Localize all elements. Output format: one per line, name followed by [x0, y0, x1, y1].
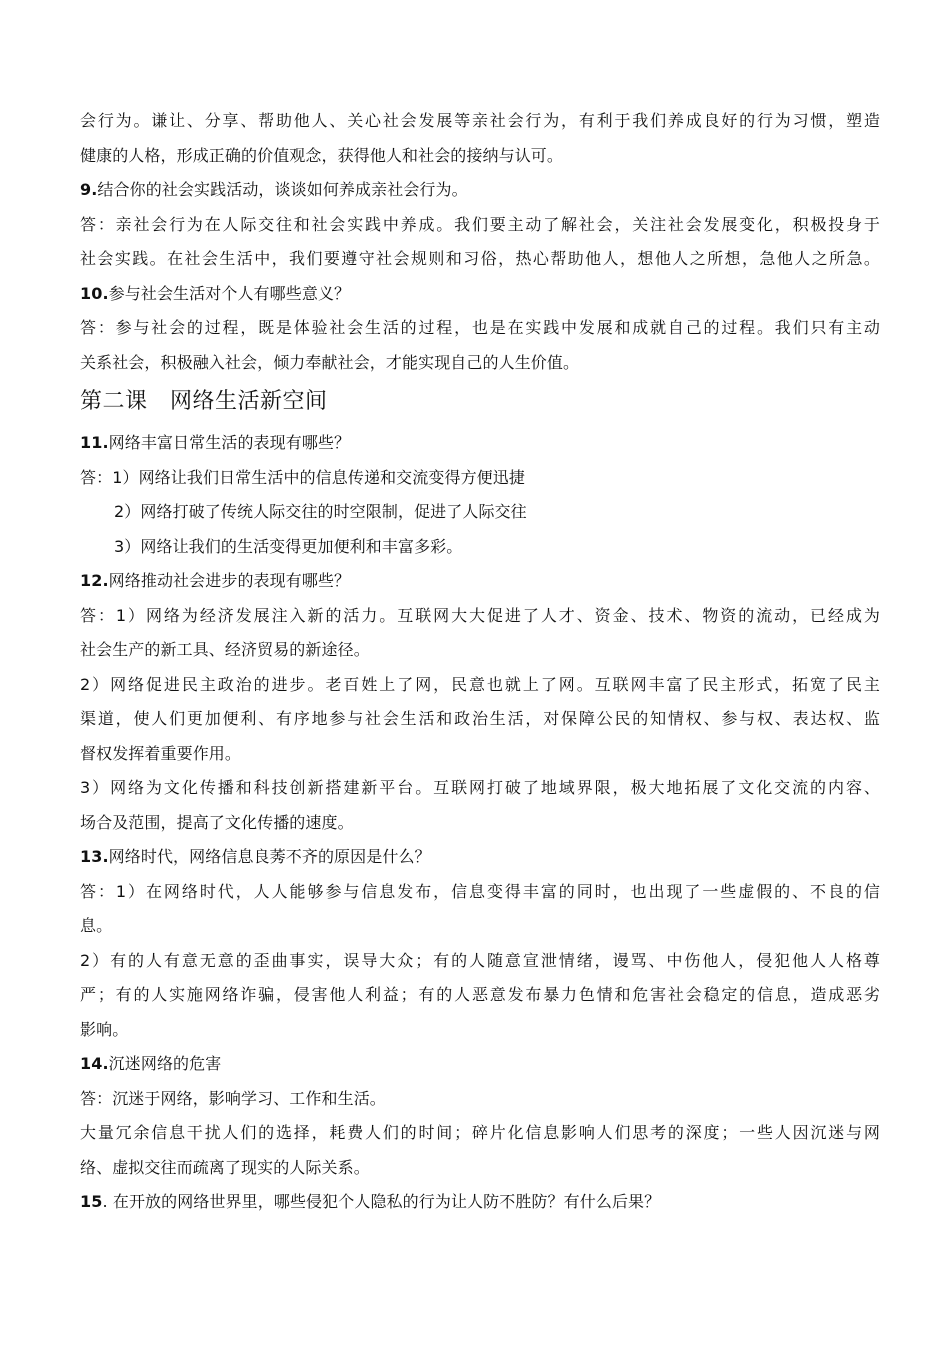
- answer-line: 答：1）网络为经济发展注入新的活力。互联网大大促进了人才、资金、技术、物资的流动，已经成为: [80, 605, 880, 625]
- answer-line: 3）网络为文化传播和科技创新搭建新平台。互联网打破了地域界限，极大地拓展了文化交流的内容、: [80, 778, 880, 797]
- answer-line: 督权发挥着重要作用。: [80, 743, 242, 763]
- answer-line: 社会生产的新工具、经济贸易的新途径。: [80, 640, 370, 659]
- question-number: 9.: [80, 180, 98, 199]
- answer-line: 关系社会，积极融入社会，倾力奉献社会，才能实现自己的人生价值。: [80, 352, 580, 372]
- answer-line: 2）有的人有意无意的歪曲事实，误导大众；有的人随意宣泄情绪，谩骂、中伤他人，侵犯他人人格尊: [80, 950, 880, 970]
- answer-line: 社会实践。在社会生活中，我们要遵守社会规则和习俗，热心帮助他人，想他人之所想，急他人之所急。: [80, 249, 880, 268]
- answer-line: 答：1）在网络时代，人人能够参与信息发布，信息变得丰富的同时，也出现了一些虚假的、不良的信: [80, 881, 880, 901]
- answer-line: 2）网络打破了传统人际交往的时空限制，促进了人际交往: [114, 502, 527, 521]
- question-text: 结合你的社会实践活动，谈谈如何养成亲社会行为。: [97, 180, 468, 199]
- answer-line: 答：亲社会行为在人际交往和社会实践中养成。我们要主动了解社会，关注社会发展变化，积极投身于: [80, 214, 880, 234]
- question-number: 14.: [80, 1054, 109, 1073]
- answer-line: 答：沉迷于网络，影响学习、工作和生活。: [80, 1088, 386, 1108]
- question-number: 13.: [80, 847, 109, 866]
- answer-line: 3）网络让我们的生活变得更加便利和丰富多彩。: [114, 536, 463, 556]
- question-13: [80, 840, 880, 875]
- answer-line: 渠道，使人们更加便利、有序地参与社会生活和政治生活，对保障公民的知情权、参与权、表达权、监: [80, 709, 880, 728]
- question-text: 沉迷网络的危害: [108, 1054, 222, 1073]
- question-number: 10.: [80, 283, 109, 303]
- answer-line: 络、虚拟交往而疏离了现实的人际关系。: [80, 1157, 370, 1177]
- question-12: [80, 564, 880, 599]
- answer-line: 答：参与社会的过程，既是体验社会生活的过程，也是在实践中发展和成就自己的过程。我们只有主动: [80, 318, 880, 337]
- question-text: . 在开放的网络世界里，哪些侵犯个人隐私的行为让人防不胜防？有什么后果？: [102, 1192, 661, 1211]
- lesson-heading: 第二课 网络生活新空间: [80, 389, 328, 414]
- question-number: 12.: [80, 571, 109, 590]
- answer-line: 大量冗余信息干扰人们的选择，耗费人们的时间；碎片化信息影响人们思考的深度；一些人因沉迷与网: [80, 1123, 880, 1142]
- question-11: [80, 426, 880, 461]
- answer-line: 场合及范围，提高了文化传播的速度。: [80, 812, 354, 832]
- document-page: [80, 104, 880, 1220]
- text-line: 健康的人格，形成正确的价值观念，获得他人和社会的接纳与认可。: [80, 145, 564, 165]
- answer-line: 2）网络促进民主政治的进步。老百姓上了网，民意也就上了网。互联网丰富了民主形式，拓宽了民主: [80, 674, 880, 694]
- question-text: 参与社会生活对个人有哪些意义？: [108, 283, 351, 303]
- text-line: 会行为。谦让、分享、帮助他人、关心社会发展等亲社会行为，有利于我们养成良好的行为习惯，塑造: [80, 111, 880, 130]
- question-14: [80, 1047, 880, 1082]
- question-9: [80, 173, 880, 208]
- answer-line: 息。: [80, 916, 113, 935]
- question-text: 网络丰富日常生活的表现有哪些？: [108, 433, 351, 452]
- answer-line: 答：1）网络让我们日常生活中的信息传递和交流变得方便迅捷: [80, 467, 525, 487]
- question-number: 15: [80, 1192, 103, 1211]
- question-number: 11.: [80, 433, 109, 452]
- question-text: 网络推动社会进步的表现有哪些？: [108, 571, 351, 590]
- question-15: [80, 1185, 880, 1220]
- question-10: [80, 277, 880, 312]
- answer-line: 严；有的人实施网络诈骗，侵害他人利益；有的人恶意发布暴力色情和危害社会稳定的信息，造成恶劣: [80, 985, 880, 1004]
- question-text: 网络时代，网络信息良莠不齐的原因是什么？: [108, 847, 431, 866]
- answer-line: 影响。: [80, 1019, 129, 1039]
